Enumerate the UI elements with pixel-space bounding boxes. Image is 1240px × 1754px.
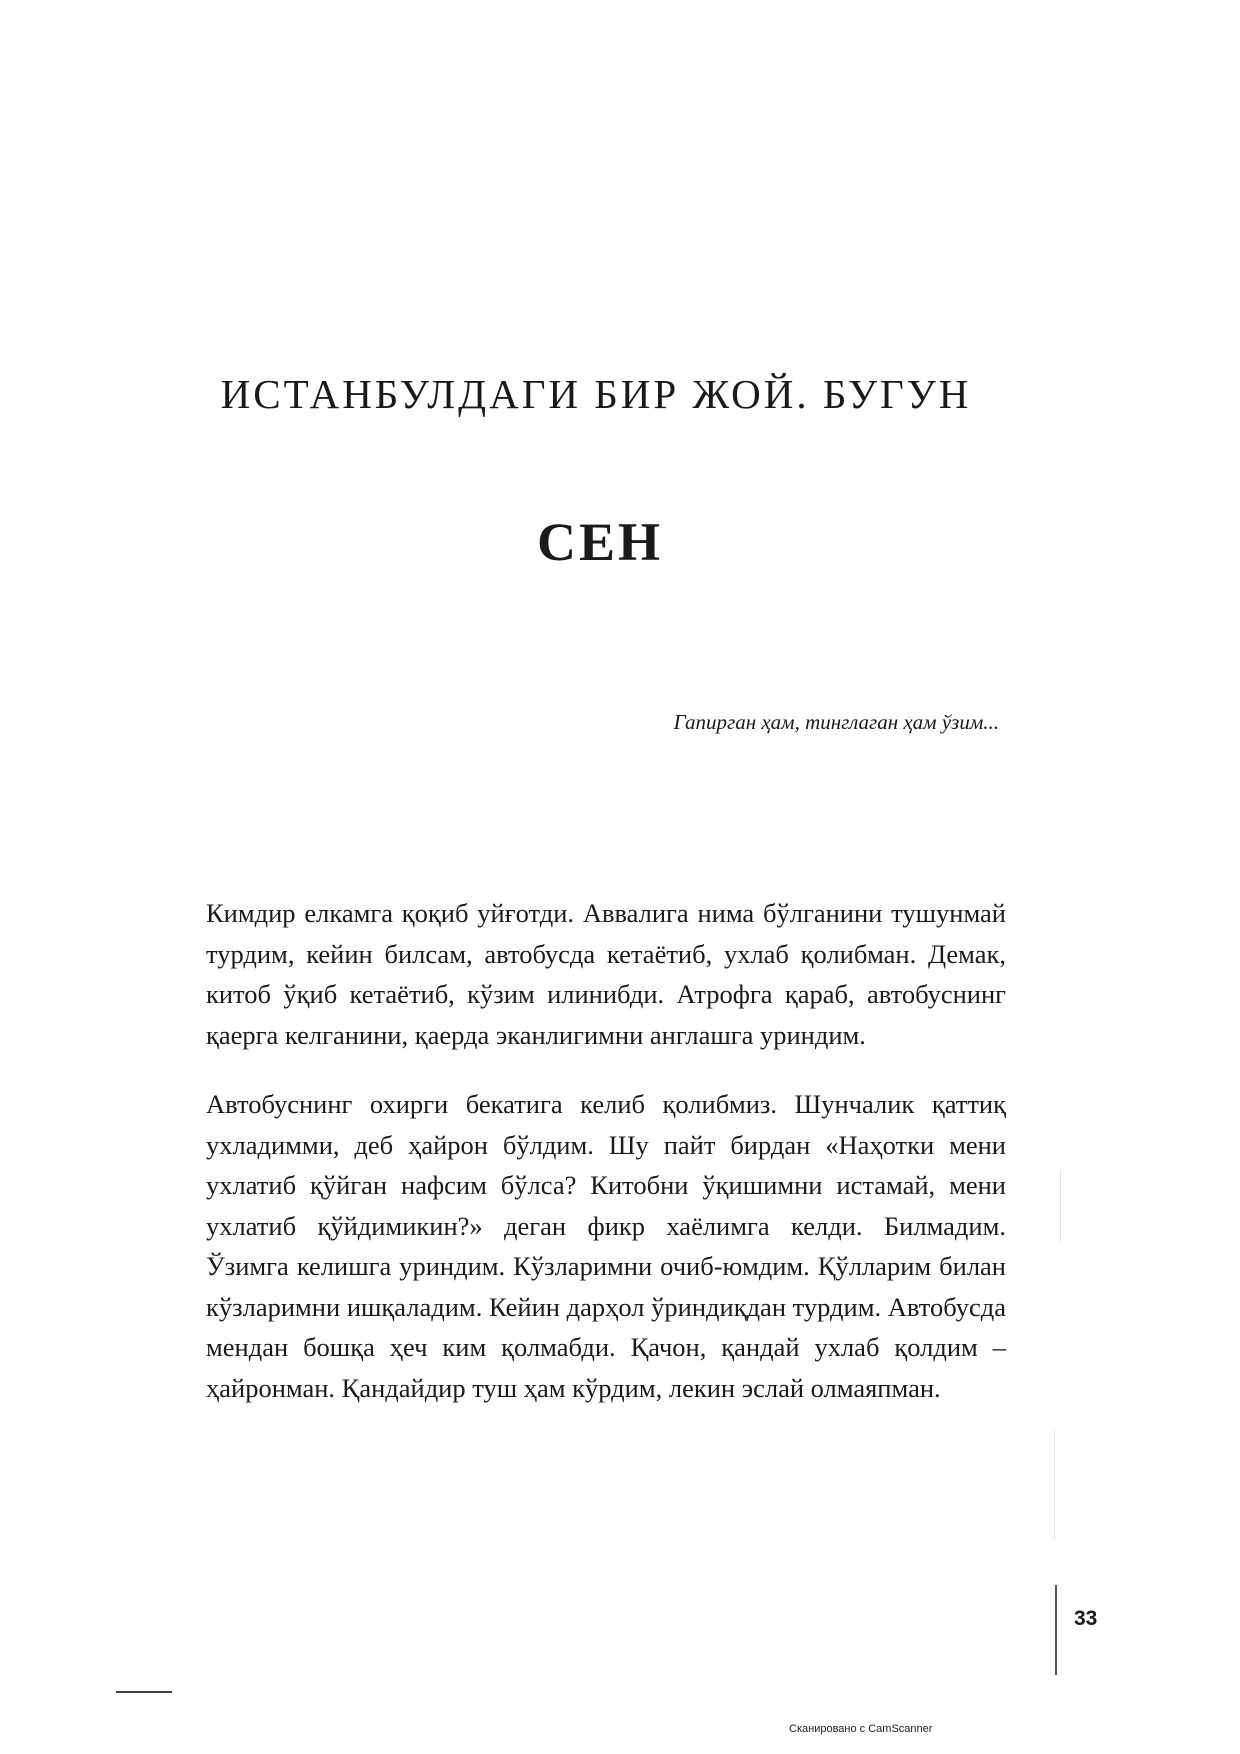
page-number: 33 <box>1074 1607 1098 1630</box>
chapter-title: СЕН <box>536 512 664 572</box>
epigraph: Гапирган ҳам, тинглаган ҳам ўзим... <box>673 710 999 734</box>
page-number-rule <box>1055 1585 1057 1675</box>
paragraph-2: Автобуснинг охирги бекатига келиб қолибмиз. Шунчалик қаттиқ ухладимми, деб ҳайрон бўлдим. Шу пайт бирдан «Наҳотки мени ухлатиб қўйган нафсим бўлса? Китобни ўқишимни истамай, мени ухлатиб қўйдимикин?» деган фикр хаёлимга келди. Билмадим. Ўзимга келишга уриндим. Кўзларимни очиб-юмдим. Қўлларим билан кўзларимни ишқаладим. Кейин дарҳол ўриндиқдан турдим. Автобусда мендан бошқа ҳеч ким қолмабди. Қачон, қандай ухлаб қолдим – ҳайронман. Қандайдир туш ҳам кўрдим, лекин эслай олмаяпман. <box>206 1089 1006 1403</box>
scan-margin-line <box>1060 1170 1061 1242</box>
body-text <box>206 893 1006 1437</box>
paragraph-1: Кимдир елкамга қоқиб уйғотди. Аввалига нима бўлганини тушунмай турдим, кейин билсам, автобусда кетаётиб, ухлаб қолибман. Демак, китоб ўқиб кетаётиб, кўзим илинибди. Атрофга қараб, автобуснинг қаерга келганини, қаерда эканлигимни англашга уриндим. <box>206 898 1006 1050</box>
chapter-heading: ИСТАНБУЛДАГИ БИР ЖОЙ. БУГУН <box>220 371 972 417</box>
scan-corner-mark <box>116 1691 172 1693</box>
scan-margin-line-lower <box>1054 1430 1055 1540</box>
scanner-watermark: Сканировано с CamScanner <box>789 1723 933 1735</box>
